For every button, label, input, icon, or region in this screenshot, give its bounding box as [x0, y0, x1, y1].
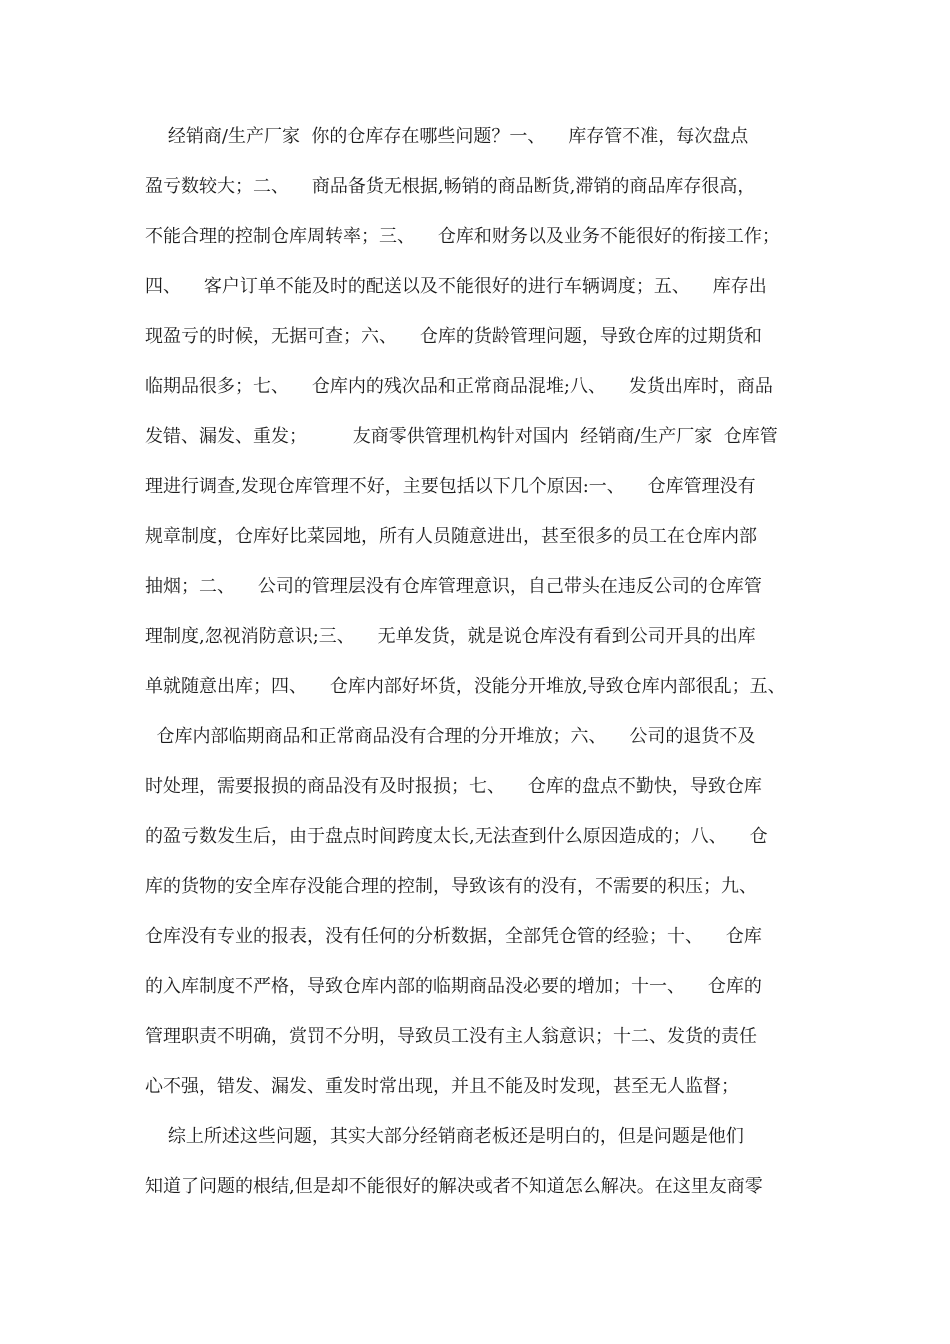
- text-line: 时处理，需要报损的商品没有及时报损；七、 仓库的盘点不勤快，导致仓库: [145, 776, 762, 797]
- text-line: 理进行调查,发现仓库管理不好，主要包括以下几个原因:一、 仓库管理没有: [145, 476, 756, 497]
- text-line: 仓库没有专业的报表，没有任何的分析数据，全部凭仓管的经验；十、 仓库: [145, 926, 762, 947]
- text-line: 盈亏数较大；二、 商品备货无根据,畅销的商品断货,滞销的商品库存很高，: [145, 176, 756, 197]
- text-line: 心不强，错发、漏发、重发时常出现，并且不能及时发现，甚至无人监督；: [145, 1076, 739, 1097]
- text-line: 规章制度，仓库好比菜园地，所有人员随意进出，甚至很多的员工在仓库内部: [145, 526, 757, 547]
- text-line: 不能合理的控制仓库周转率；三、 仓库和财务以及业务不能很好的衔接工作；: [145, 226, 780, 247]
- text-line: 四、 客户订单不能及时的配送以及不能很好的进行车辆调度；五、 库存出: [145, 276, 767, 297]
- text-line: 仓库内部临期商品和正常商品没有合理的分开堆放；六、 公司的退货不及: [145, 726, 756, 747]
- text-line: 现盈亏的时候，无据可查；六、 仓库的货龄管理问题，导致仓库的过期货和: [145, 326, 762, 347]
- text-line: 单就随意出库；四、 仓库内部好坏货，没能分开堆放,导致仓库内部很乱；五、: [145, 676, 786, 697]
- text-line: 库的货物的安全库存没能合理的控制，导致该有的没有，不需要的积压；九、: [145, 876, 757, 897]
- text-line: 临期品很多；七、 仓库内的残次品和正常商品混堆;八、 发货出库时，商品: [145, 376, 773, 397]
- text-line: 管理职责不明确，赏罚不分明，导致员工没有主人翁意识；十二、发货的责任: [145, 1026, 757, 1047]
- text-line: 知道了问题的根结,但是却不能很好的解决或者不知道怎么解决。在这里友商零: [145, 1176, 763, 1197]
- text-line: 经销商/生产厂家 你的仓库存在哪些问题？一、 库存管不准，每次盘点: [145, 126, 749, 147]
- text-line: 综上所述这些问题，其实大部分经销商老板还是明白的，但是问题是他们: [145, 1126, 744, 1147]
- text-line: 的盈亏数发生后，由于盘点时间跨度太长,无法查到什么原因造成的；八、 仓: [145, 826, 768, 847]
- text-line: 理制度,忽视消防意识;三、 无单发货，就是说仓库没有看到公司开具的出库: [145, 626, 756, 647]
- text-line: 发错、漏发、重发； 友商零供管理机构针对国内 经销商/生产厂家 仓库管: [145, 426, 778, 447]
- text-line: 抽烟；二、 公司的管理层没有仓库管理意识，自己带头在违反公司的仓库管: [145, 576, 762, 597]
- text-line: 的入库制度不严格，导致仓库内部的临期商品没必要的增加；十一、 仓库的: [145, 976, 762, 997]
